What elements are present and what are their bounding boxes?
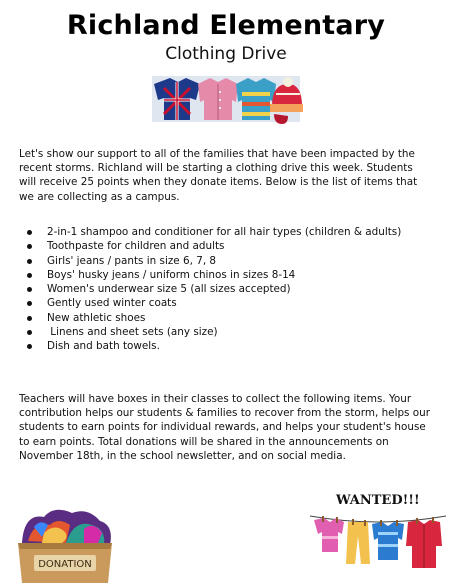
cardigan-icon bbox=[198, 78, 238, 120]
list-item-text: New athletic shoes bbox=[47, 311, 146, 324]
list-item-text: Girls' jeans / pants in size 6, 7, 8 bbox=[47, 254, 217, 267]
list-item bbox=[19, 225, 419, 239]
list-item-text: Dish and bath towels. bbox=[47, 340, 160, 353]
coat-icon bbox=[406, 520, 442, 568]
list-item bbox=[19, 268, 419, 282]
bullet-icon bbox=[27, 244, 32, 249]
list-item-text: Gently used winter coats bbox=[47, 297, 177, 310]
sweater-icon bbox=[236, 78, 276, 120]
bullet-icon bbox=[27, 259, 32, 264]
clothesline-image bbox=[308, 506, 448, 582]
pants-icon bbox=[346, 522, 370, 564]
page-title: Richland Elementary bbox=[66, 10, 386, 41]
list-item-text: 2-in-1 shampoo and conditioner for all hair types (children & adults) bbox=[47, 226, 402, 238]
shirt-icon bbox=[314, 518, 344, 552]
sweater-icon bbox=[372, 522, 404, 560]
bullet-icon bbox=[27, 230, 32, 235]
list-item bbox=[19, 325, 419, 339]
wanted-label: WANTED!!! bbox=[336, 493, 420, 508]
list-item-text: Toothpaste for children and adults bbox=[47, 240, 225, 253]
donation-box-label: DONATION bbox=[38, 559, 92, 570]
list-item bbox=[19, 296, 419, 310]
list-item-text: Linens and sheet sets (any size) bbox=[47, 326, 218, 339]
page-subtitle: Clothing Drive bbox=[165, 44, 287, 64]
bullet-icon bbox=[27, 344, 32, 349]
donation-box-image bbox=[14, 503, 120, 585]
list-item bbox=[19, 239, 419, 253]
bullet-icon bbox=[27, 330, 32, 335]
list-item bbox=[19, 282, 419, 296]
bullet-icon bbox=[27, 273, 32, 278]
intro-paragraph: Let's show our support to all of the families that have been impacted by the recent storms. Richland will be starting a clothing drive this week. Students will receive 25 points when they donate items. Below is the list of items that we are collecting as a campus. bbox=[19, 148, 418, 203]
list-item bbox=[19, 339, 419, 353]
list-item bbox=[19, 254, 419, 268]
donation-items-list bbox=[19, 225, 419, 354]
list-item-text: Women's underwear size 5 (all sizes accepted) bbox=[47, 283, 291, 296]
list-item bbox=[19, 311, 419, 325]
bullet-icon bbox=[27, 301, 32, 306]
clothing-banner-image bbox=[148, 70, 304, 126]
list-item-text: Boys' husky jeans / uniform chinos in sizes 8-14 bbox=[47, 268, 296, 281]
bullet-icon bbox=[27, 287, 32, 292]
bullet-icon bbox=[27, 316, 32, 321]
closing-paragraph: Teachers will have boxes in their classes to collect the following items. Your contribution helps our students & families to recover from the storm, helps our students to earn points for individual rewards, and helps your student's house to earn points. Total donations will be shared in the announcements on November 18th, in the school newsletter, and on social media. bbox=[19, 393, 430, 462]
